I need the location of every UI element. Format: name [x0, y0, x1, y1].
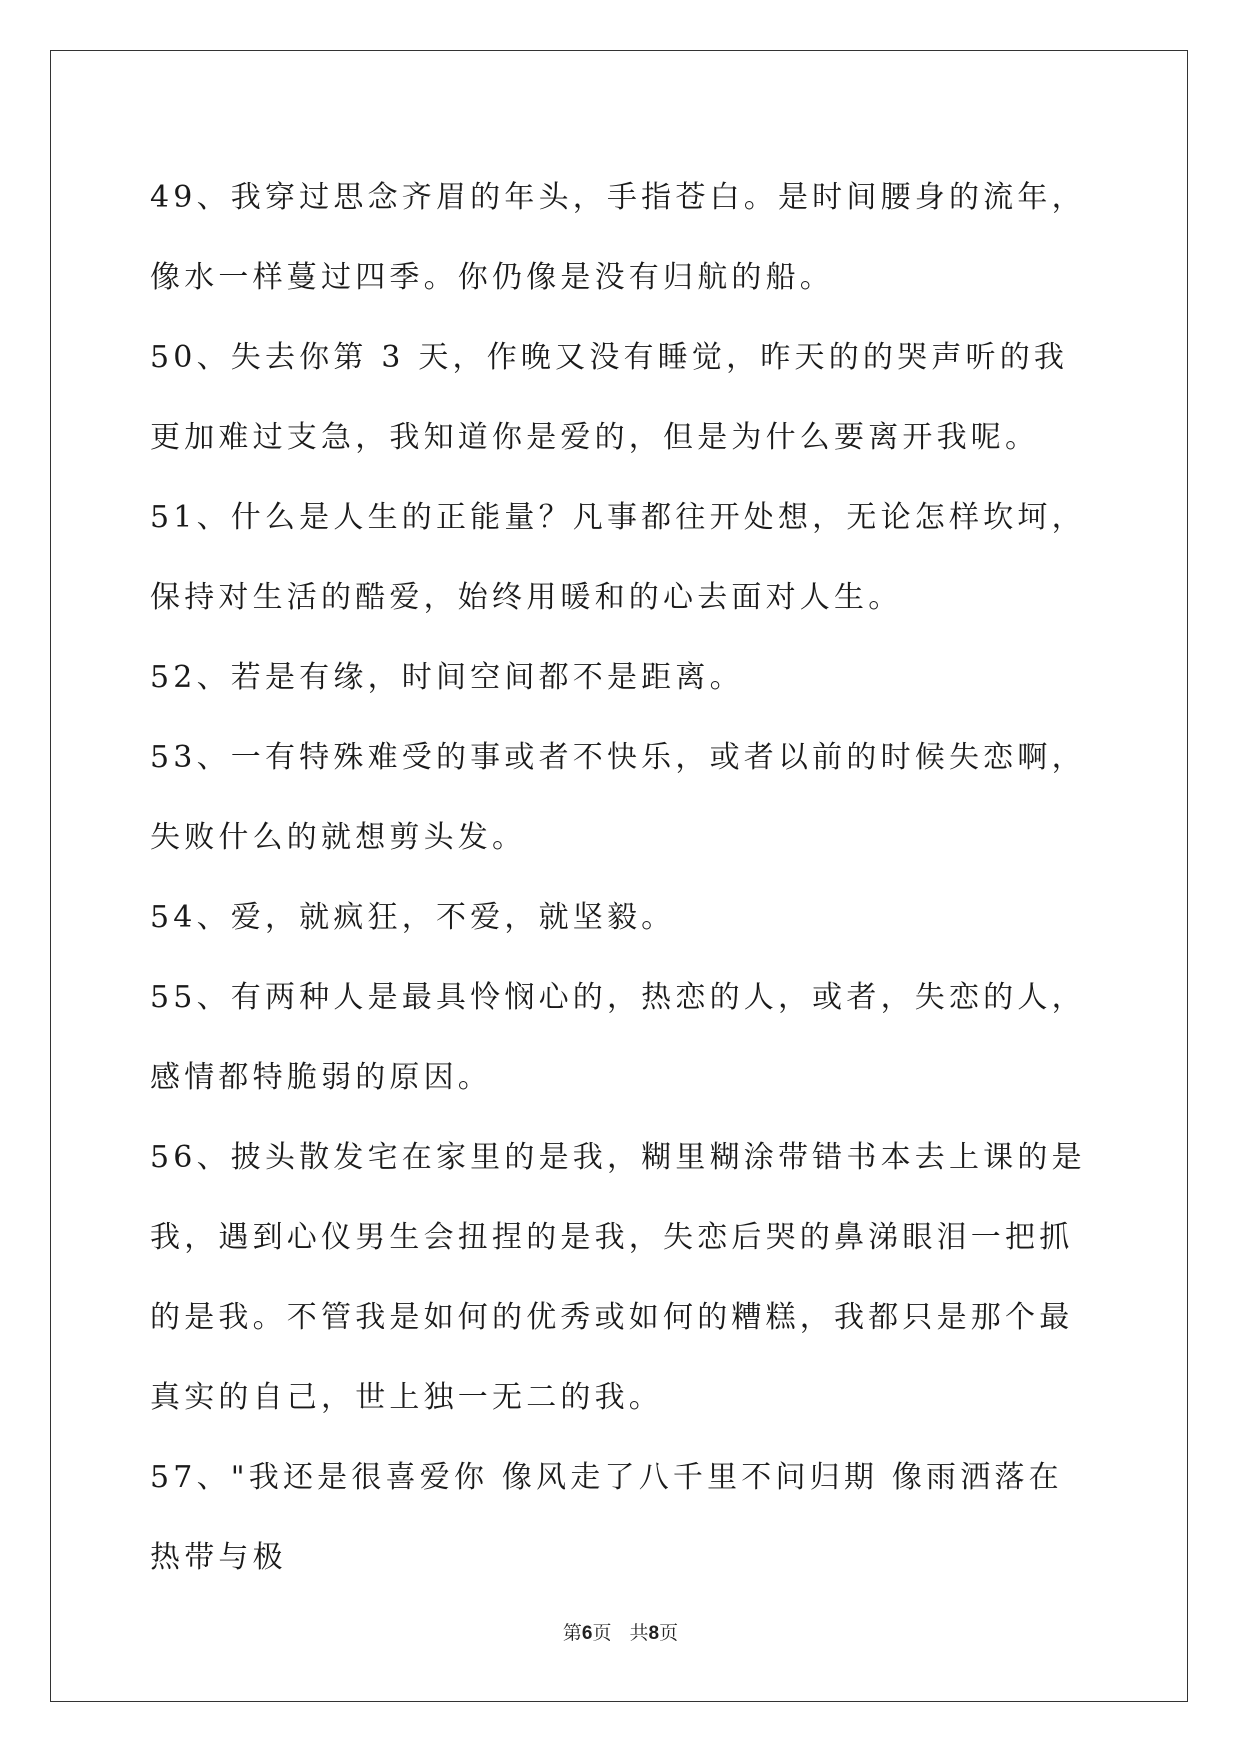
- total-pages: 8: [648, 1623, 660, 1644]
- paragraph-57: 57、"我还是很喜爱你 像风走了八千里不问归期 像雨洒落在热带与极: [150, 1460, 1063, 1575]
- paragraph-49: 49、我穿过思念齐眉的年头，手指苍白。是时间腰身的流年，像水一样蔓过四季。你仍像是没有归航的船。: [150, 180, 1086, 295]
- document-body: [150, 158, 1090, 1598]
- paragraph-50: 50、失去你第 3 天，作晚又没有睡觉，昨天的的哭声听的我更加难过支急，我知道你是爱的，但是为什么要离开我呢。: [150, 340, 1069, 455]
- page-footer: [0, 1618, 1241, 1645]
- paragraph-56: 56、披头散发宅在家里的是我，糊里糊涂带错书本去上课的是我，遇到心仪男生会扭捏的是我，失恋后哭的鼻涕眼泪一把抓的是我。不管我是如何的优秀或如何的糟糕，我都只是那个最真实的自己，世上独一无二的我。: [150, 1140, 1086, 1415]
- paragraph-51: 51、什么是人生的正能量？凡事都往开处想，无论怎样坎坷，保持对生活的酷爱，始终用暖和的心去面对人生。: [150, 500, 1086, 615]
- paragraph-53: 53、一有特殊难受的事或者不快乐，或者以前的时候失恋啊，失败什么的就想剪头发。: [150, 740, 1086, 855]
- paragraph-52: 52、若是有缘，时间空间都不是距离。: [150, 660, 744, 695]
- page-suffix: 页: [592, 1622, 612, 1644]
- page-prefix: 第: [562, 1622, 582, 1644]
- total-prefix: 共: [629, 1622, 649, 1644]
- total-suffix: 页: [659, 1622, 679, 1644]
- paragraph-55: 55、有两种人是最具怜悯心的，热恋的人，或者，失恋的人，感情都特脆弱的原因。: [150, 980, 1086, 1095]
- paragraph-54: 54、爱，就疯狂，不爱，就坚毅。: [150, 900, 676, 935]
- page-number: 6: [581, 1623, 593, 1644]
